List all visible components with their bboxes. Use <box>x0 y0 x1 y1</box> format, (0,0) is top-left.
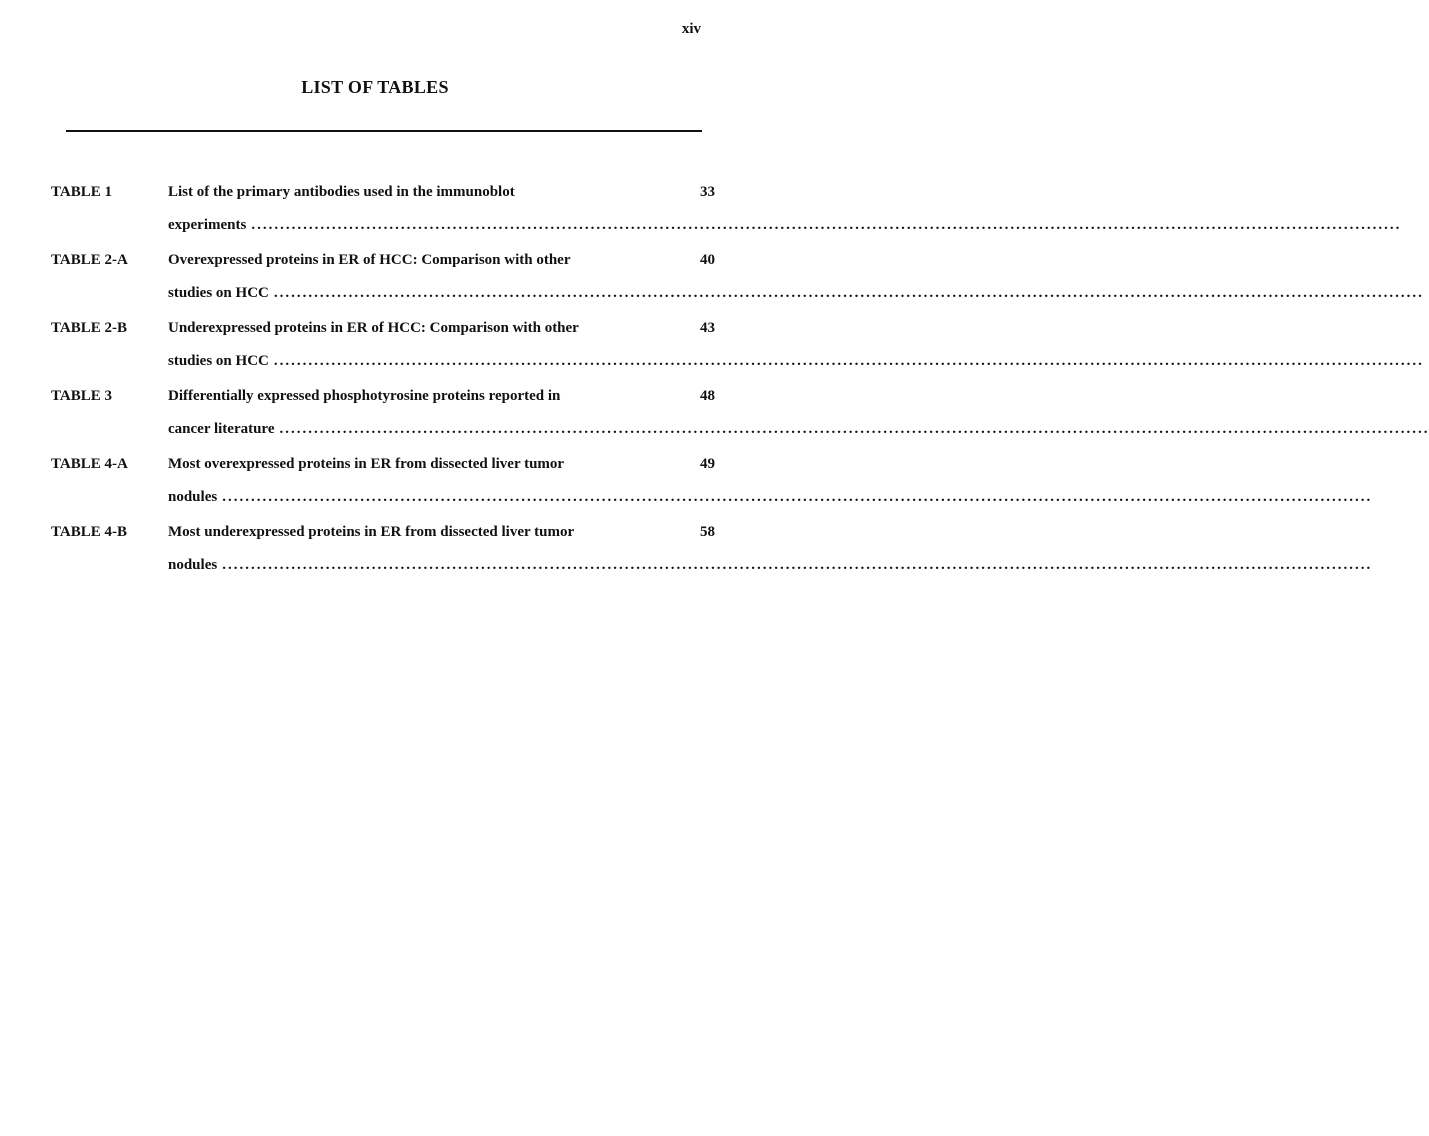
toc-entry-title: Overexpressed proteins in ER of HCC: Comparison with other <box>168 252 571 268</box>
dot-leader: ........................................................................................................................................................................................................ <box>279 421 1429 437</box>
toc-entry-page-number: 43 <box>700 320 715 336</box>
toc-entry-page-number: 40 <box>700 252 715 268</box>
toc-entry-page-number: 33 <box>700 184 715 200</box>
dot-leader: ........................................................................................................................................................................................................ <box>251 217 1402 233</box>
toc-entry-continuation <box>168 282 1424 304</box>
dot-leader: ........................................................................................................................................................................................................ <box>222 557 1373 573</box>
table-list <box>51 181 1429 589</box>
toc-entry-title-continued: studies on HCC <box>168 353 269 369</box>
toc-entry-label: TABLE 2-A <box>51 252 128 268</box>
toc-entry-title: Most underexpressed proteins in ER from dissected liver tumor <box>168 524 575 540</box>
toc-entry-title-continued: nodules <box>168 489 218 505</box>
toc-entry-continuation <box>168 418 1429 440</box>
page-title: LIST OF TABLES <box>301 77 449 97</box>
toc-entry-title-continued: studies on HCC <box>168 285 269 301</box>
toc-entry-table-3[interactable] <box>51 385 1429 453</box>
toc-entry-page-number: 58 <box>700 524 715 540</box>
toc-entry-label: TABLE 3 <box>51 388 112 404</box>
toc-entry-page-number: 48 <box>700 388 715 404</box>
toc-entry-label: TABLE 4-A <box>51 456 128 472</box>
toc-entry-continuation <box>168 486 1373 508</box>
toc-entry-title-continued: experiments <box>168 217 247 233</box>
toc-entry-table-1[interactable] <box>51 181 1402 249</box>
dot-leader: ........................................................................................................................................................................................................ <box>273 285 1424 301</box>
toc-entry-table-2b[interactable] <box>51 317 1424 385</box>
toc-entry-table-2a[interactable] <box>51 249 1424 317</box>
toc-entry-title: Underexpressed proteins in ER of HCC: Comparison with other <box>168 320 579 336</box>
page-number: xiv <box>681 21 701 37</box>
toc-entry-title-continued: cancer literature <box>168 421 275 437</box>
toc-entry-label: TABLE 1 <box>51 184 112 200</box>
dot-leader: ........................................................................................................................................................................................................ <box>222 489 1373 505</box>
toc-entry-title-continued: nodules <box>168 557 218 573</box>
toc-entry-table-4a[interactable] <box>51 453 1373 521</box>
dot-leader: ........................................................................................................................................................................................................ <box>273 353 1424 369</box>
toc-entry-label: TABLE 4-B <box>51 524 127 540</box>
toc-entry-continuation <box>168 350 1424 372</box>
toc-entry-title: Most overexpressed proteins in ER from dissected liver tumor <box>168 456 565 472</box>
toc-entry-table-4b[interactable] <box>51 521 1373 589</box>
toc-entry-continuation <box>168 554 1373 576</box>
title-divider <box>66 130 702 132</box>
toc-entry-page-number: 49 <box>700 456 715 472</box>
toc-entry-continuation <box>168 214 1402 236</box>
toc-entry-title: Differentially expressed phosphotyrosine proteins reported in <box>168 388 561 404</box>
toc-entry-label: TABLE 2-B <box>51 320 127 336</box>
toc-entry-title: List of the primary antibodies used in the immunoblot <box>168 184 515 200</box>
